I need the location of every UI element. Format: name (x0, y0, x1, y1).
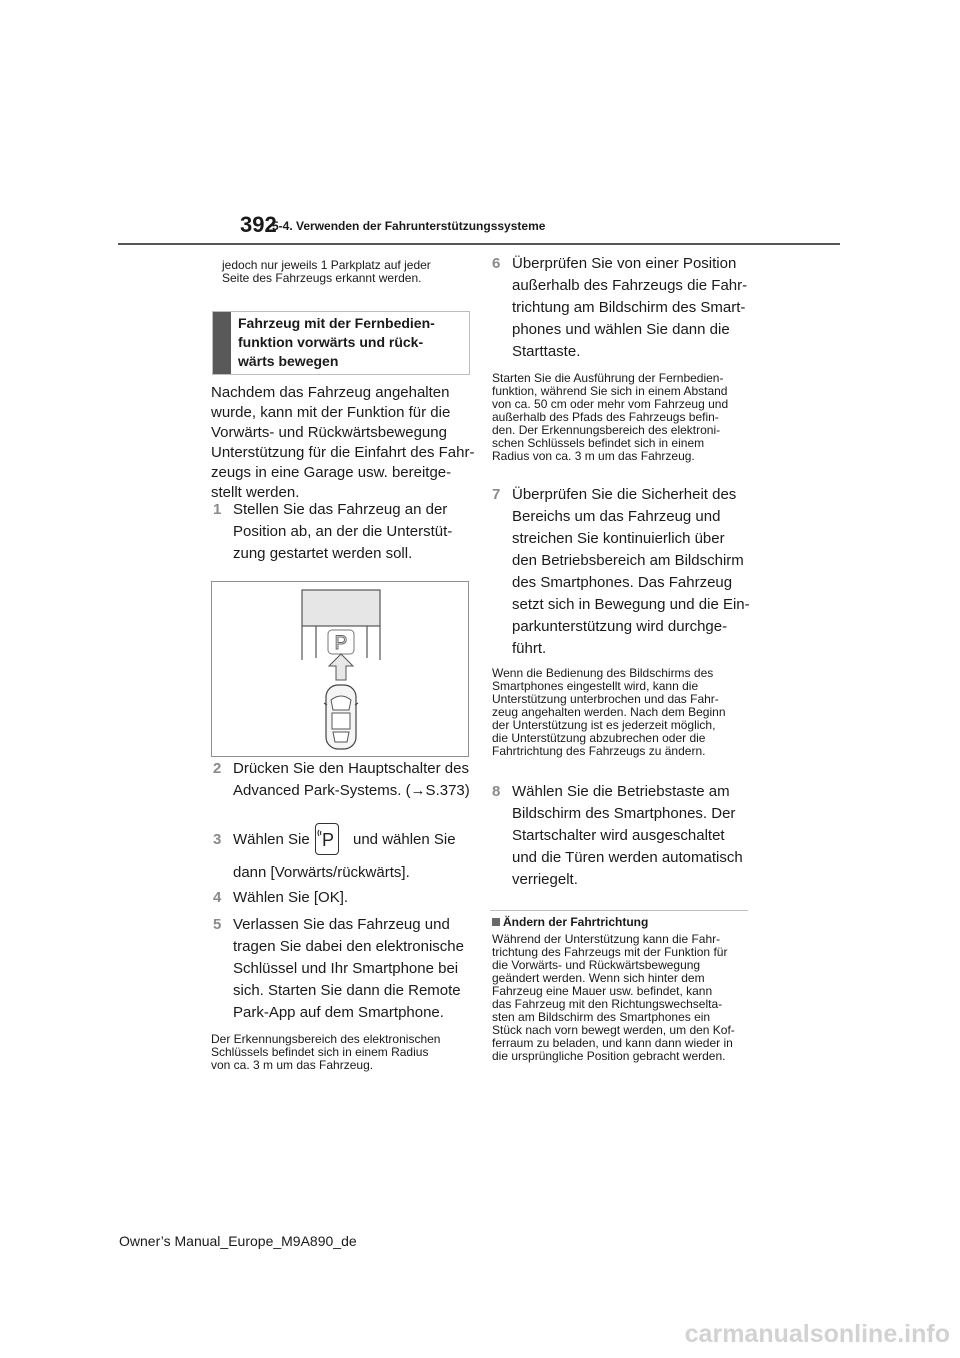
square-bullet-icon (492, 918, 500, 926)
step-number: 7 (492, 486, 501, 503)
step-text: Überprüfen Sie von einer Position außerhalb des Fahrzeugs die Fahr- trichtung am Bildschirm des Smart- phones und wählen Sie dann die Starttaste. (512, 255, 748, 360)
step-number: 3 (213, 831, 222, 848)
header-rule (118, 243, 840, 245)
step-number: 5 (213, 916, 222, 933)
step-8 (492, 781, 752, 893)
subsection-heading: Ändern der Fahrtrichtung (492, 915, 648, 929)
section-title: 5-4. Verwenden der Fahrunterstützungssysteme (272, 219, 546, 233)
intro-paragraph: Nachdem das Fahrzeug angehalten wurde, kann mit der Funktion für die Vorwärts- und Rückwärtsbewegung Unterstützung für die Einfahrt des Fahr- zeugs in eine Garage usw. bereitge- stellt werden. (211, 384, 475, 501)
step-text: Drücken Sie den Hauptschalter des Advanced Park-Systems. (→S.373) (233, 760, 470, 799)
parking-label: P (334, 633, 348, 654)
step-2 (213, 758, 473, 806)
step-number: 2 (213, 760, 222, 777)
step-number: 4 (213, 889, 222, 906)
step-text: Wählen Sie P und wählen Sie dann [Vorwärts/rückwärts]. (233, 829, 473, 884)
step-1 (213, 499, 473, 569)
step-number: 6 (492, 255, 501, 272)
step-text: Überprüfen Sie die Sicherheit des Bereichs um das Fahrzeug und streichen Sie kontinuierlich über den Betriebsbereich am Bildschirm des Smartphones. Das Fahrzeug setzt sich in Bewegung und die Ein- parkunterstützung wird durchge- führt. (512, 486, 750, 657)
step-4 (213, 887, 473, 909)
footer-text: Owner’s Manual_Europe_M9A890_de (119, 1233, 357, 1249)
step-text: Wählen Sie die Betriebstaste am Bildschirm des Smartphones. Der Startschalter wird ausgeschaltet und die Türen werden automatisch verriegelt. (512, 783, 743, 888)
heading-bar (213, 312, 231, 374)
step-3 (213, 829, 473, 885)
parking-illustration (211, 581, 469, 757)
garage-parking-diagram (212, 582, 468, 756)
step-number: 1 (213, 501, 222, 518)
step-5-note: Der Erkennungsbereich des elektronischen Schlüssels befindet sich in einem Radius von ca. 3 m um das Fahrzeug. (211, 1032, 441, 1072)
step-number: 8 (492, 783, 501, 800)
section-heading-box (212, 311, 470, 375)
step-text: Wählen Sie [OK]. (233, 889, 349, 906)
svg-text:P: P (321, 830, 335, 850)
subsection-text: Während der Unterstützung kann die Fahr- trichtung des Fahrzeugs mit der Funktion für die Vorwärts- und Rückwärtsbewegung geändert werden. Wenn sich hinter dem Fahrzeug eine Mauer usw. befindet, kann das Fahrzeug mit den Richtungswechselta- sten am Bildschirm des Smartphones ein Stück nach vorn bewegt werden, um den Kof- ferraum zu beladen, und kann dann wieder in die ursprüngliche Position gebracht werden. (492, 932, 735, 1063)
step-5 (213, 914, 473, 1026)
step-7-note: Wenn die Bedienung des Bildschirms des Smartphones eingestellt wird, kann die Unterstützung unterbrochen und das Fahr- zeug angehalten werden. Nach dem Beginn der Unterstützung ist es jederzeit möglich, die Unterstützung abzubrechen oder die Fahrtrichtung des Fahrzeugs zu ändern. (492, 666, 726, 758)
step-6 (492, 253, 752, 365)
step-6-note: Starten Sie die Ausführung der Fernbedien- funktion, während Sie sich in einem Abstand von ca. 50 cm oder mehr vom Fahrzeug und außerhalb des Pfads des Fahrzeugs befin- den. Der Erkennungsbereich des elektroni- schen Schlüssels befindet sich in einem Radius von ca. 3 m um das Fahrzeug. (492, 371, 729, 463)
step-text: Verlassen Sie das Fahrzeug und tragen Sie dabei den elektronische Schlüssel und Ihr Smartphone bei sich. Starten Sie dann die Remote Park-App auf dem Smartphone. (233, 916, 464, 1021)
intro-note: jedoch nur jeweils 1 Parkplatz auf jeder Seite des Fahrzeugs erkannt werden. (222, 258, 431, 285)
section-heading: Fahrzeug mit der Fernbedien- funktion vorwärts und rück- wärts bewegen (238, 315, 435, 369)
step-text: Stellen Sie das Fahrzeug an der Position ab, an der die Unterstüt- zung gestartet werden soll. (233, 501, 453, 562)
step-7 (492, 484, 752, 662)
page-number: 392 (240, 212, 277, 237)
subsection-rule (490, 910, 748, 911)
parking-p-icon (315, 823, 339, 855)
watermark: carmanualsonline.info (684, 1320, 950, 1348)
